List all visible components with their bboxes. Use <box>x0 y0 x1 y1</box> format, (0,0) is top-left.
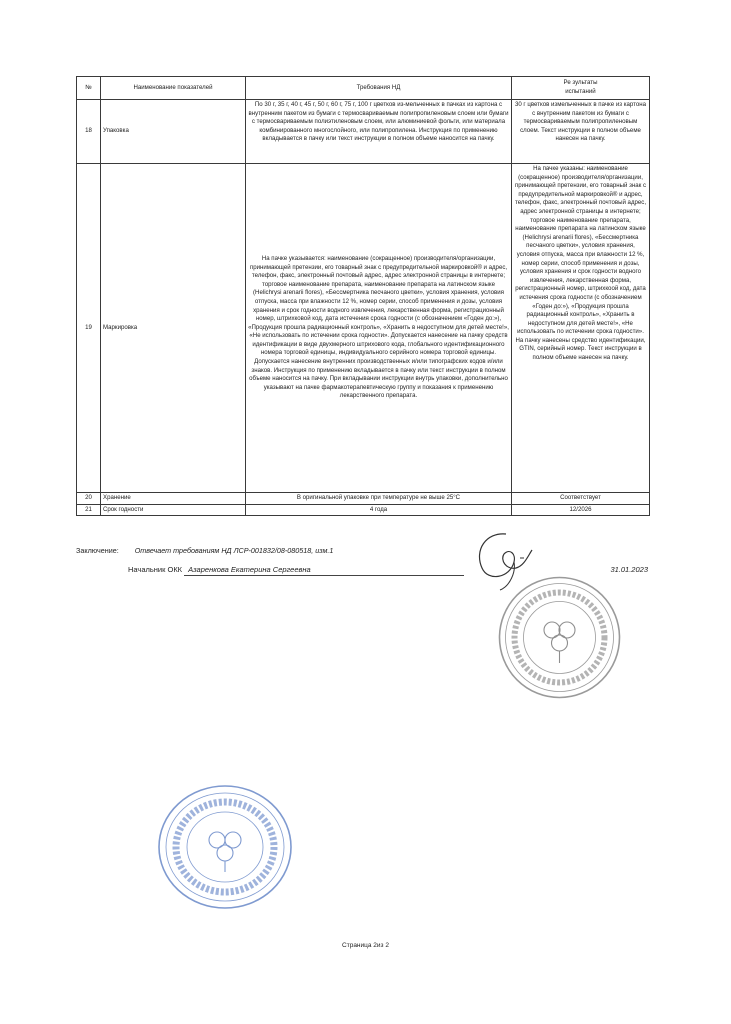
row-num: 18 <box>77 100 101 164</box>
table-header-row <box>77 77 650 100</box>
row-num: 20 <box>77 493 101 505</box>
organization-stamp-blue <box>155 782 295 912</box>
table-row <box>77 493 650 505</box>
signer-date: 31.01.2023 <box>610 565 648 574</box>
header-num: № <box>77 77 101 100</box>
header-results <box>512 77 650 100</box>
header-name: Наименование показателей <box>101 77 246 100</box>
header-results-line1: Ре зультаты <box>563 79 598 87</box>
header-results-line2: испытаний <box>565 88 596 95</box>
conclusion-value: Отвечает требованиям НД ЛСР-001832/08-080518, изм.1 <box>134 546 334 555</box>
table-row <box>77 100 650 164</box>
row-name: Срок годности <box>101 504 246 516</box>
organization-stamp-gray <box>497 575 622 700</box>
row-num: 19 <box>77 164 101 493</box>
conclusion <box>76 546 333 555</box>
quality-spec-table <box>76 76 650 516</box>
row-result: Соответствует <box>512 493 650 505</box>
table-row <box>77 504 650 516</box>
row-num: 21 <box>77 504 101 516</box>
row-result: На пачке указаны: наименование (сокращенное) производителя/организации, принимающей претензии, его товарный знак с предупредительной маркировкой® и адрес, телефон, факс, электронный почтовый адрес, адрес электронной страницы в интернете; торговое наименование препарата, наименование препарата на латинском языке (Helichrysi arenarii flores), «Бессмертника песчаного цветки», условия хранения, условия отпуска, масса при влажности 12 %, номер серии, способ применения и дозы, условия хранения и срок годности водного извлечения, лекарственная форма, регистрационный номер, штрихкоой код, дата истечения срока годности (с обозначением «Годен до:»), «Продукция прошла радиационный контроль», «Хранить в недоступном для детей месте!», «Не использовать по истечении срока годности». На пачку нанесены средство идентификации, GTIN, серийный номер. Текст инструкции в полном объеме нанесен на пачку. <box>512 164 650 493</box>
row-requirement: На пачке указывается: наименование (сокращенное) производителя/организации, принимающей претензии, его товарный знак с предупредительной маркировкой® и адрес, телефон, факс, электронный почтовый адрес, адрес электронной страницы в интернете; торговое наименование препарата, наименование препарата на латинском языке (Helichrysi arenarii flores), «Бессмертника песчаного цветки», условия хранения, условия отпуска, масса при влажности 12 %, номер серии, способ применения и дозы, условия хранения и срок годности водного извлечения, лекарственная форма, регистрационный номер, штрихковой код, дата истечения срока годности (с обозначением «Годен до:»), «Продукция прошла радиационный контроль», «Хранить в недоступном для детей месте!», «Не использовать по истечении срока годности». Допускается нанесение на пачку средств идентификации в виде двухмерного штрихового кода, глобального идентификационного номера торговой единицы, индивидуального серийного номера торговой единицы. Допускается нанесение внутренних производственных и/или типографских кодов и/или знаков. Инструкция по применению вкладывается в пачку или текст инструкции в полном объеме наносится на пачку. При вкладывании инструкции внутрь упаковки, дополнительно указывают на пачке фармакотерапевтическую группу и показания к применению лекарственного препарата. <box>246 164 512 493</box>
row-name: Маркировка <box>101 164 246 493</box>
signer-name: Азаренкова Екатерина Сергеевна <box>188 565 311 574</box>
signer-position: Начальник ОКК <box>128 565 183 574</box>
row-result: 12/2026 <box>512 504 650 516</box>
row-result: 30 г цветков измельченных в пачке из картона с внутренним пакетом из бумаги с термосвариваемым полипропиленовым слоем. Текст инструкции в полном объеме нанесен на пачку. <box>512 100 650 164</box>
row-name: Упаковка <box>101 100 246 164</box>
header-requirements: Требования НД <box>246 77 512 100</box>
signature-underline <box>184 575 464 576</box>
row-requirement: 4 года <box>246 504 512 516</box>
row-requirement: По 30 г, 35 г, 40 г, 45 г, 50 г, 60 г, 75 г, 100 г цветков из-мельченных в пачках из картона с внутренним пакетом из бумаги с термосвариваемым полипропиленовым слоем или бумаги с термосвариваемым полиэтиленовым слоем, или алюминиевой фольги, или материала комбинированного многослойного, или полипропилена. Инструкция по применению вкладывается в пачку или текст инструкции в полном объеме наносится на пачку. <box>246 100 512 164</box>
conclusion-label: Заключение: <box>76 546 119 555</box>
row-requirement: В оригинальной упаковке при температуре не выше 25°С <box>246 493 512 505</box>
row-name: Хранение <box>101 493 246 505</box>
page-footer: Страница 2из 2 <box>342 942 389 949</box>
table-row <box>77 164 650 493</box>
signer-line <box>128 565 652 574</box>
